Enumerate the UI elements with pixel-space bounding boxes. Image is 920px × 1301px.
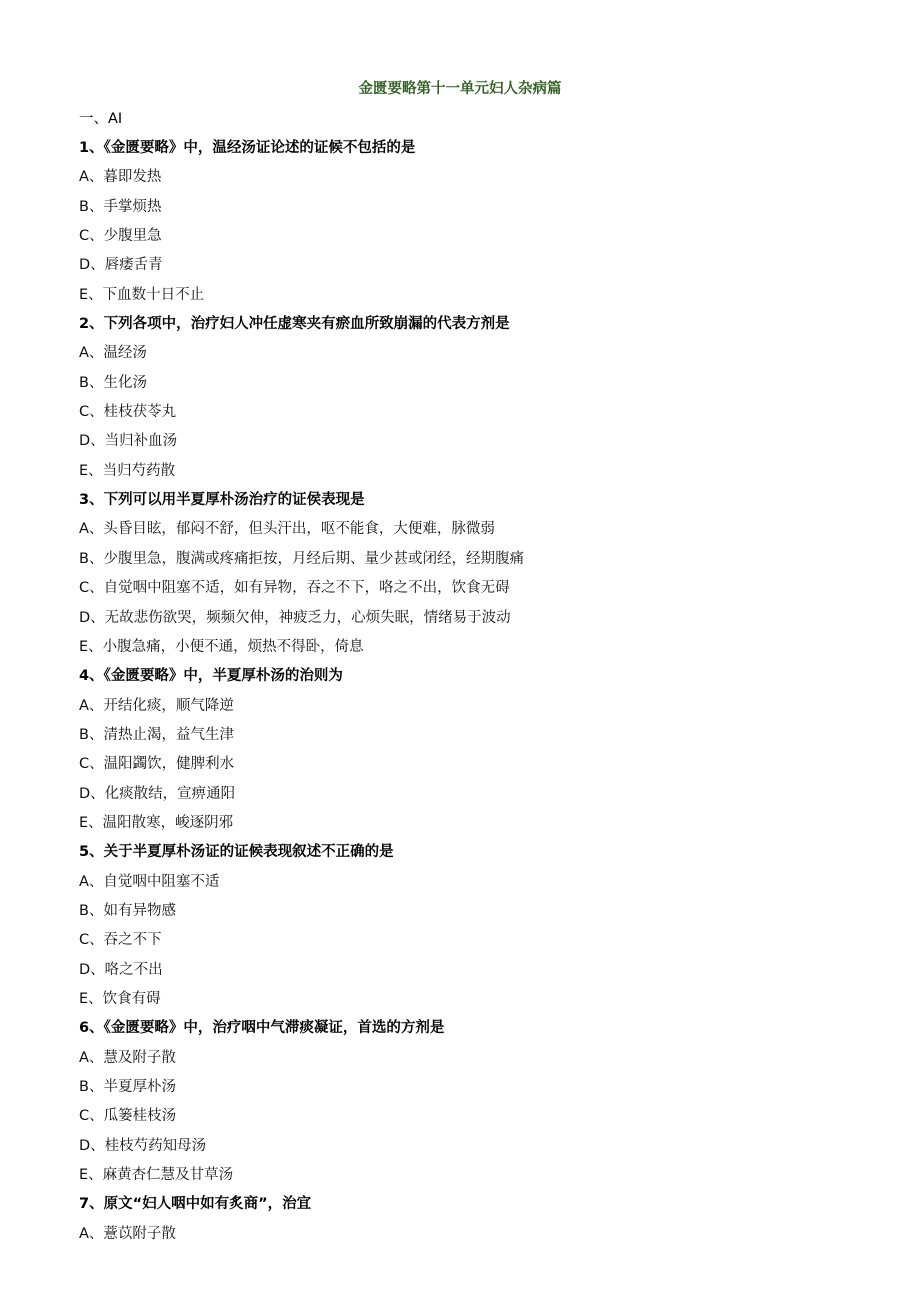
- answer-option: B、生化汤: [79, 374, 147, 391]
- question-stem: 4、《金匮要略》中，半夏厚朴汤的治则为: [79, 668, 343, 685]
- answer-option: A、薏苡附子散: [79, 1225, 176, 1242]
- answer-option: D、化痰散结，宣痹通阳: [79, 785, 236, 802]
- question-stem: 7、原文“妇人咽中如有炙商”，治宜: [79, 1196, 312, 1213]
- answer-option: A、暮即发热: [79, 169, 162, 186]
- answer-option: C、自觉咽中阻塞不适，如有异物，吞之不下，咯之不出，饮食无碍: [79, 580, 510, 597]
- answer-option: C、桂枝茯苓丸: [79, 404, 177, 421]
- answer-option: C、吞之不下: [79, 932, 162, 949]
- document-title: 金匮要略第十一单元妇人杂病篇: [358, 81, 562, 97]
- section-heading: 一、AI: [79, 111, 123, 127]
- answer-option: D、唇痿舌青: [79, 257, 163, 274]
- answer-option: A、温经汤: [79, 345, 147, 362]
- question-stem: 5、关于半夏厚朴汤证的证候表现叙述不正确的是: [79, 844, 394, 861]
- answer-option: A、慧及附子散: [79, 1049, 176, 1066]
- question-stem: 1、《金匮要略》中，温经汤证论述的证候不包括的是: [79, 140, 416, 156]
- answer-option: C、少腹里急: [79, 228, 162, 245]
- answer-option: E、温阳散寒，峻逐阴邪: [79, 814, 234, 831]
- question-stem: 2、下列各项中，治疗妇人冲任虚寒夹有瘀血所致崩漏的代表方剂是: [79, 316, 510, 333]
- answer-option: A、自觉咽中阻塞不适: [79, 873, 220, 890]
- answer-option: E、小腹急痛，小便不通，烦热不得卧，倚息: [79, 638, 364, 655]
- answer-option: C、瓜篓桂枝汤: [79, 1108, 177, 1125]
- answer-option: E、当归芍药散: [79, 462, 176, 479]
- answer-option: E、饮食有碍: [79, 990, 161, 1007]
- answer-option: D、桂枝芍药知母汤: [79, 1137, 207, 1154]
- question-list: [79, 138, 879, 1253]
- answer-option: B、清热止渴，益气生津: [79, 726, 234, 743]
- answer-option: B、少腹里急，腹满或疼痛拒按，月经后期、量少甚或闭经，经期腹痛: [79, 550, 524, 567]
- answer-option: D、咯之不出: [79, 961, 163, 978]
- answer-option: B、如有异物感: [79, 902, 176, 919]
- answer-option: A、开结化痰，顺气降逆: [79, 697, 234, 714]
- answer-option: D、无故悲伤欲哭，频频欠伸，神疲乏力，心烦失眠，情绪易于波动: [79, 609, 511, 626]
- answer-option: C、温阳蠲饮，健脾利水: [79, 756, 235, 773]
- answer-option: D、当归补血汤: [79, 433, 178, 450]
- answer-option: A、头昏目眩，郁闷不舒，但头汗出，呕不能食，大便难，脉微弱: [79, 521, 495, 538]
- answer-option: E、下血数十日不止: [79, 286, 205, 303]
- answer-option: B、手掌烦热: [79, 198, 162, 215]
- question-stem: 3、下列可以用半夏厚朴汤治疗的证侯表现是: [79, 492, 365, 509]
- question-stem: 6、《金匮要略》中，治疗咽中气滞痰凝证，首选的方剂是: [79, 1020, 445, 1037]
- answer-option: E、麻黄杏仁慧及甘草汤: [79, 1167, 234, 1184]
- answer-option: B、半夏厚朴汤: [79, 1079, 176, 1095]
